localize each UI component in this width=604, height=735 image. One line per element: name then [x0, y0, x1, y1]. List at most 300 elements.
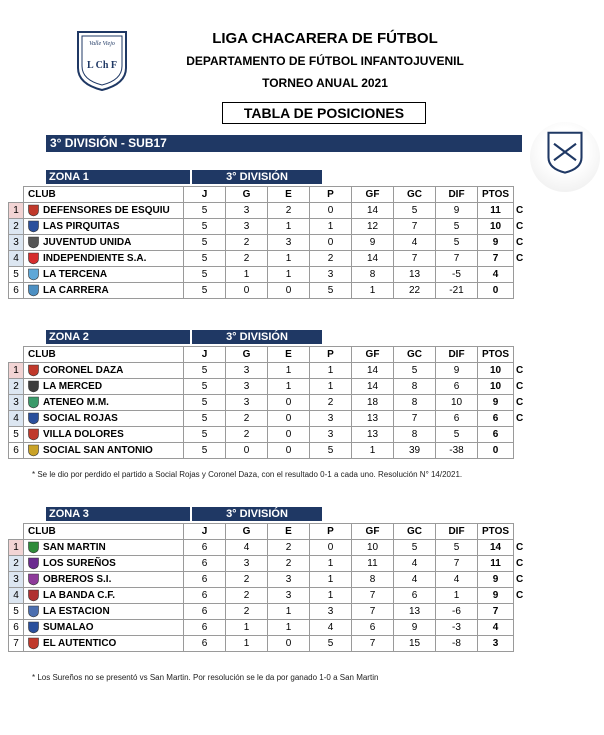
- classified-mark: C: [516, 221, 524, 232]
- gc-cell: 13: [394, 604, 436, 620]
- dif-cell: 9: [436, 363, 478, 379]
- g-cell: 3: [226, 395, 268, 411]
- position-cell: 2: [9, 379, 24, 395]
- g-cell: 3: [226, 556, 268, 572]
- p-cell: 2: [310, 251, 352, 267]
- svg-text:L Ch F: L Ch F: [86, 60, 118, 71]
- club-cell: [24, 572, 184, 588]
- g-cell: 2: [226, 411, 268, 427]
- table-header-row: [9, 187, 524, 203]
- club-name: SAN MARTIN: [43, 542, 106, 553]
- club-crest-icon: [27, 236, 40, 249]
- club-crest-icon: [27, 444, 40, 457]
- club-crest-icon: [27, 380, 40, 393]
- dif-cell: -3: [436, 620, 478, 636]
- classified-mark: C: [516, 542, 524, 553]
- position-cell: 5: [9, 267, 24, 283]
- column-header: PTOS: [478, 187, 514, 203]
- club-crest-icon: [27, 573, 40, 586]
- g-cell: 3: [226, 363, 268, 379]
- position-cell: 3: [9, 395, 24, 411]
- club-name: LA TERCENA: [43, 269, 108, 280]
- gf-cell: 1: [352, 283, 394, 299]
- club-crest-icon: [27, 412, 40, 425]
- club-cell: [24, 267, 184, 283]
- j-cell: 5: [184, 379, 226, 395]
- j-cell: 6: [184, 636, 226, 652]
- e-cell: 0: [268, 395, 310, 411]
- gf-cell: 6: [352, 620, 394, 636]
- p-cell: 3: [310, 427, 352, 443]
- dif-cell: 4: [436, 572, 478, 588]
- gf-cell: 18: [352, 395, 394, 411]
- table-row: [9, 588, 524, 604]
- club-name: LOS SUREÑOS: [43, 558, 116, 569]
- gc-cell: 6: [394, 588, 436, 604]
- dif-cell: 9: [436, 203, 478, 219]
- table-row: [9, 363, 524, 379]
- position-cell: 2: [9, 556, 24, 572]
- zone-name: ZONA 2: [46, 330, 190, 344]
- club-cell: [24, 540, 184, 556]
- zone-note: * Los Sureños no se presentó vs San Martin. Por resolución se le da por ganado 1-0 a San Martin: [32, 673, 379, 682]
- club-name: SUMALAO: [43, 622, 94, 633]
- table-title: TABLA DE POSICIONES: [222, 102, 426, 124]
- table-row: [9, 427, 524, 443]
- position-cell: 7: [9, 636, 24, 652]
- dif-cell: -38: [436, 443, 478, 459]
- column-header: G: [226, 524, 268, 540]
- position-cell: 3: [9, 235, 24, 251]
- classified-mark: [514, 283, 524, 299]
- position-cell: 1: [9, 363, 24, 379]
- gf-cell: 14: [352, 251, 394, 267]
- club-cell: [24, 636, 184, 652]
- p-cell: 1: [310, 219, 352, 235]
- gf-cell: 14: [352, 379, 394, 395]
- gc-cell: 39: [394, 443, 436, 459]
- j-cell: 5: [184, 395, 226, 411]
- column-header: P: [310, 347, 352, 363]
- club-crest-icon: [27, 268, 40, 281]
- ptos-cell: 14: [478, 540, 514, 556]
- classified-mark: C: [516, 205, 524, 216]
- e-cell: 1: [268, 267, 310, 283]
- gf-cell: 11: [352, 556, 394, 572]
- j-cell: 5: [184, 283, 226, 299]
- ptos-cell: 11: [478, 556, 514, 572]
- table-row: [9, 636, 524, 652]
- g-cell: 1: [226, 267, 268, 283]
- table-row: [9, 556, 524, 572]
- e-cell: 2: [268, 540, 310, 556]
- dif-cell: -8: [436, 636, 478, 652]
- club-cell: [24, 556, 184, 572]
- p-cell: 5: [310, 443, 352, 459]
- classified-mark: C: [516, 237, 524, 248]
- standings-table: [8, 186, 524, 299]
- j-cell: 5: [184, 363, 226, 379]
- gc-cell: 4: [394, 572, 436, 588]
- league-crest-icon: [74, 28, 130, 92]
- classified-mark: [514, 636, 524, 652]
- j-cell: 6: [184, 572, 226, 588]
- position-cell: 1: [9, 203, 24, 219]
- column-header: GC: [394, 524, 436, 540]
- club-cell: [24, 379, 184, 395]
- e-cell: 0: [268, 636, 310, 652]
- classified-mark: C: [516, 590, 524, 601]
- g-cell: 0: [226, 283, 268, 299]
- table-header-row: [9, 347, 524, 363]
- p-cell: 3: [310, 604, 352, 620]
- classified-mark: [514, 620, 524, 636]
- e-cell: 2: [268, 203, 310, 219]
- e-cell: 3: [268, 572, 310, 588]
- gf-cell: 1: [352, 443, 394, 459]
- column-header: DIF: [436, 524, 478, 540]
- column-header: PTOS: [478, 524, 514, 540]
- g-cell: 2: [226, 251, 268, 267]
- column-header: J: [184, 524, 226, 540]
- gf-cell: 7: [352, 604, 394, 620]
- department-subtitle: DEPARTAMENTO DE FÚTBOL INFANTOJUVENIL: [186, 54, 464, 68]
- gf-cell: 8: [352, 267, 394, 283]
- e-cell: 1: [268, 219, 310, 235]
- column-header: DIF: [436, 347, 478, 363]
- p-cell: 1: [310, 588, 352, 604]
- table-row: [9, 411, 524, 427]
- club-crest-icon: [27, 557, 40, 570]
- club-cell: [24, 395, 184, 411]
- classified-mark: C: [516, 381, 524, 392]
- club-name: CORONEL DAZA: [43, 365, 124, 376]
- club-name: SOCIAL ROJAS: [43, 413, 118, 424]
- g-cell: 2: [226, 427, 268, 443]
- club-name: LAS PIRQUITAS: [43, 221, 120, 232]
- gc-cell: 7: [394, 219, 436, 235]
- table-row: [9, 283, 524, 299]
- position-cell: 5: [9, 604, 24, 620]
- j-cell: 6: [184, 588, 226, 604]
- gc-cell: 9: [394, 620, 436, 636]
- g-cell: 2: [226, 235, 268, 251]
- club-crest-icon: [27, 252, 40, 265]
- classified-mark: C: [516, 397, 524, 408]
- column-header: E: [268, 347, 310, 363]
- club-crest-icon: [27, 428, 40, 441]
- club-crest-icon: [27, 284, 40, 297]
- table-row: [9, 267, 524, 283]
- club-crest-icon: [27, 220, 40, 233]
- e-cell: 3: [268, 235, 310, 251]
- club-name: DEFENSORES DE ESQUIU: [43, 205, 170, 216]
- gf-cell: 9: [352, 235, 394, 251]
- position-cell: 5: [9, 427, 24, 443]
- classified-mark: [514, 427, 524, 443]
- gc-cell: 15: [394, 636, 436, 652]
- club-name: LA MERCED: [43, 381, 103, 392]
- club-crest-icon: [27, 589, 40, 602]
- club-cell: [24, 363, 184, 379]
- club-name: ATENEO M.M.: [43, 397, 109, 408]
- club-cell: [24, 203, 184, 219]
- table-row: [9, 203, 524, 219]
- ptos-cell: 7: [478, 251, 514, 267]
- gc-cell: 22: [394, 283, 436, 299]
- j-cell: 6: [184, 556, 226, 572]
- j-cell: 6: [184, 540, 226, 556]
- corner-logo: [530, 122, 600, 192]
- club-cell: [24, 443, 184, 459]
- dif-cell: 6: [436, 379, 478, 395]
- table-row: [9, 251, 524, 267]
- gc-cell: 4: [394, 235, 436, 251]
- e-cell: 3: [268, 588, 310, 604]
- club-cell: [24, 427, 184, 443]
- column-header: CLUB: [24, 524, 184, 540]
- classified-mark: C: [516, 574, 524, 585]
- gf-cell: 10: [352, 540, 394, 556]
- g-cell: 2: [226, 604, 268, 620]
- p-cell: 1: [310, 379, 352, 395]
- column-header: J: [184, 187, 226, 203]
- ptos-cell: 4: [478, 620, 514, 636]
- ptos-cell: 10: [478, 363, 514, 379]
- gf-cell: 7: [352, 588, 394, 604]
- ptos-cell: 4: [478, 267, 514, 283]
- dif-cell: 5: [436, 235, 478, 251]
- gf-cell: 7: [352, 636, 394, 652]
- p-cell: 0: [310, 235, 352, 251]
- p-cell: 0: [310, 540, 352, 556]
- column-header: GC: [394, 347, 436, 363]
- gf-cell: 12: [352, 219, 394, 235]
- table-row: [9, 620, 524, 636]
- tournament-title: TORNEO ANUAL 2021: [262, 76, 388, 90]
- gc-cell: 7: [394, 251, 436, 267]
- ptos-cell: 9: [478, 235, 514, 251]
- header-blank: [9, 347, 24, 363]
- club-cell: [24, 588, 184, 604]
- column-header: E: [268, 187, 310, 203]
- e-cell: 0: [268, 427, 310, 443]
- club-name: EL AUTENTICO: [43, 638, 117, 649]
- division-banner: 3° DIVISIÓN - SUB17: [46, 135, 522, 152]
- ptos-cell: 0: [478, 283, 514, 299]
- p-cell: 5: [310, 283, 352, 299]
- classified-mark: C: [516, 558, 524, 569]
- club-name: OBREROS S.I.: [43, 574, 112, 585]
- e-cell: 0: [268, 411, 310, 427]
- j-cell: 5: [184, 219, 226, 235]
- club-crest-icon: [27, 541, 40, 554]
- gc-cell: 5: [394, 203, 436, 219]
- standings-table: [8, 523, 524, 652]
- e-cell: 1: [268, 604, 310, 620]
- dif-cell: -21: [436, 283, 478, 299]
- club-name: SOCIAL SAN ANTONIO: [43, 445, 153, 456]
- standings-table: [8, 346, 524, 459]
- club-name: INDEPENDIENTE S.A.: [43, 253, 147, 264]
- e-cell: 1: [268, 363, 310, 379]
- column-header: PTOS: [478, 347, 514, 363]
- table-row: [9, 443, 524, 459]
- table-header-row: [9, 524, 524, 540]
- club-name: JUVENTUD UNIDA: [43, 237, 132, 248]
- club-cell: [24, 411, 184, 427]
- club-cell: [24, 283, 184, 299]
- ptos-cell: 6: [478, 411, 514, 427]
- position-cell: 6: [9, 620, 24, 636]
- club-cell: [24, 620, 184, 636]
- club-name: LA CARRERA: [43, 285, 109, 296]
- club-crest-icon: [27, 364, 40, 377]
- table-row: [9, 235, 524, 251]
- ptos-cell: 9: [478, 395, 514, 411]
- dif-cell: 6: [436, 411, 478, 427]
- g-cell: 2: [226, 572, 268, 588]
- j-cell: 6: [184, 620, 226, 636]
- e-cell: 0: [268, 443, 310, 459]
- club-cell: [24, 251, 184, 267]
- j-cell: 5: [184, 251, 226, 267]
- position-cell: 3: [9, 572, 24, 588]
- gf-cell: 8: [352, 572, 394, 588]
- club-crest-icon: [27, 204, 40, 217]
- ptos-cell: 3: [478, 636, 514, 652]
- dif-cell: 5: [436, 540, 478, 556]
- p-cell: 1: [310, 572, 352, 588]
- club-cell: [24, 235, 184, 251]
- column-header: P: [310, 524, 352, 540]
- classified-mark: [514, 267, 524, 283]
- zone-header: [46, 330, 322, 344]
- j-cell: 5: [184, 427, 226, 443]
- p-cell: 3: [310, 267, 352, 283]
- gf-cell: 14: [352, 203, 394, 219]
- column-header: CLUB: [24, 347, 184, 363]
- g-cell: 3: [226, 219, 268, 235]
- ptos-cell: 9: [478, 572, 514, 588]
- table-row: [9, 395, 524, 411]
- p-cell: 1: [310, 556, 352, 572]
- e-cell: 1: [268, 251, 310, 267]
- g-cell: 3: [226, 203, 268, 219]
- g-cell: 0: [226, 443, 268, 459]
- j-cell: 5: [184, 443, 226, 459]
- dif-cell: -5: [436, 267, 478, 283]
- gc-cell: 7: [394, 411, 436, 427]
- column-header: GC: [394, 187, 436, 203]
- zone-name: ZONA 1: [46, 170, 190, 184]
- e-cell: 1: [268, 379, 310, 395]
- column-header: DIF: [436, 187, 478, 203]
- zone-division: 3° DIVISIÓN: [192, 170, 322, 184]
- j-cell: 5: [184, 235, 226, 251]
- classified-mark: C: [516, 365, 524, 376]
- dif-cell: 10: [436, 395, 478, 411]
- e-cell: 0: [268, 283, 310, 299]
- club-cell: [24, 604, 184, 620]
- classified-mark: [514, 443, 524, 459]
- dif-cell: -6: [436, 604, 478, 620]
- gc-cell: 5: [394, 363, 436, 379]
- p-cell: 1: [310, 363, 352, 379]
- club-crest-icon: [27, 396, 40, 409]
- classified-mark: C: [516, 253, 524, 264]
- classified-mark: [514, 604, 524, 620]
- zone-division: 3° DIVISIÓN: [192, 330, 322, 344]
- position-cell: 4: [9, 588, 24, 604]
- zone-header: [46, 507, 322, 521]
- e-cell: 1: [268, 620, 310, 636]
- p-cell: 5: [310, 636, 352, 652]
- column-header: P: [310, 187, 352, 203]
- dif-cell: 7: [436, 251, 478, 267]
- position-cell: 4: [9, 251, 24, 267]
- table-row: [9, 379, 524, 395]
- league-logo: [74, 28, 130, 92]
- column-header: GF: [352, 347, 394, 363]
- column-header: E: [268, 524, 310, 540]
- gf-cell: 13: [352, 427, 394, 443]
- zone-note: * Se le dio por perdido el partido a Social Rojas y Coronel Daza, con el resultado 0-1 a cada uno. Resolución N° 14/2021.: [32, 470, 463, 479]
- zone-division: 3° DIVISIÓN: [192, 507, 322, 521]
- p-cell: 0: [310, 203, 352, 219]
- position-cell: 1: [9, 540, 24, 556]
- classified-mark: C: [516, 413, 524, 424]
- gc-cell: 4: [394, 556, 436, 572]
- club-cell: [24, 219, 184, 235]
- p-cell: 4: [310, 620, 352, 636]
- ptos-cell: 6: [478, 427, 514, 443]
- svg-text:Valle Viejo: Valle Viejo: [89, 41, 115, 47]
- j-cell: 5: [184, 267, 226, 283]
- header-blank: [9, 524, 24, 540]
- column-header: G: [226, 187, 268, 203]
- g-cell: 4: [226, 540, 268, 556]
- position-cell: 6: [9, 283, 24, 299]
- gc-cell: 8: [394, 395, 436, 411]
- ptos-cell: 10: [478, 379, 514, 395]
- league-crest-icon: [545, 130, 585, 174]
- club-crest-icon: [27, 605, 40, 618]
- gc-cell: 5: [394, 540, 436, 556]
- gc-cell: 13: [394, 267, 436, 283]
- column-header: CLUB: [24, 187, 184, 203]
- dif-cell: 5: [436, 427, 478, 443]
- position-cell: 2: [9, 219, 24, 235]
- g-cell: 1: [226, 620, 268, 636]
- table-row: [9, 604, 524, 620]
- p-cell: 2: [310, 395, 352, 411]
- column-header: GF: [352, 187, 394, 203]
- league-title: LIGA CHACARERA DE FÚTBOL: [212, 30, 438, 47]
- column-header: G: [226, 347, 268, 363]
- ptos-cell: 7: [478, 604, 514, 620]
- table-row: [9, 219, 524, 235]
- zone-header: [46, 170, 322, 184]
- club-name: VILLA DOLORES: [43, 429, 124, 440]
- g-cell: 2: [226, 588, 268, 604]
- ptos-cell: 9: [478, 588, 514, 604]
- column-header: GF: [352, 524, 394, 540]
- ptos-cell: 10: [478, 219, 514, 235]
- dif-cell: 5: [436, 219, 478, 235]
- dif-cell: 7: [436, 556, 478, 572]
- p-cell: 3: [310, 411, 352, 427]
